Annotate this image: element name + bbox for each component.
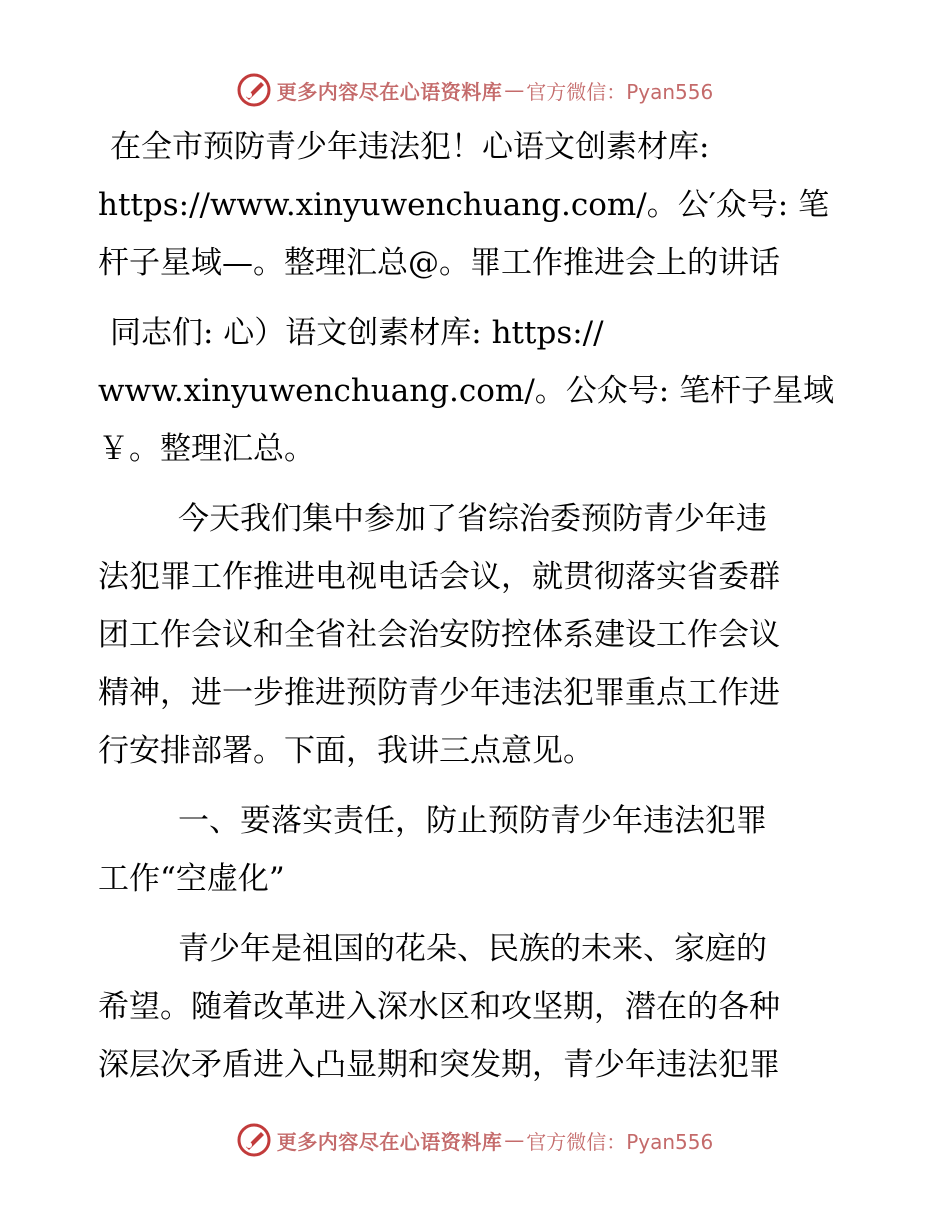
paragraph-line: 团工作会议和全省社会治安防控体系建设工作会议	[98, 617, 780, 653]
banner-dash: —	[504, 1128, 525, 1152]
banner-main-text: 更多内容尽在心语资料库	[276, 79, 503, 104]
greeting-block	[98, 304, 850, 478]
paragraph-line: 深层次矛盾进入凸显期和突发期，青少年违法犯罪	[98, 1047, 780, 1083]
title-line: 杆子星域—。整理汇总@。罪工作推进会上的讲话	[98, 245, 780, 281]
paragraph-line: 精神，进一步推进预防青少年违法犯罪重点工作进	[98, 675, 780, 711]
greeting-line: ￥。整理汇总。	[98, 431, 315, 467]
title-block	[98, 118, 850, 292]
header-banner	[0, 70, 950, 110]
title-line: 在全市预防青少年违法犯！心语文创素材库:	[110, 129, 710, 165]
document-body	[98, 118, 850, 1094]
paragraph-line: 法犯罪工作推进电视电话会议，就贯彻落实省委群	[98, 559, 780, 595]
paragraph-line: 青少年是祖国的花朵、民族的未来、家庭的	[178, 931, 767, 967]
paragraph-line: 希望。随着改革进入深水区和攻坚期，潜在的各种	[98, 989, 780, 1025]
heading-line: 工作“空虚化”	[98, 861, 285, 897]
greeting-line: 同志们: 心）语文创素材库: https://	[110, 315, 604, 351]
banner-dash: —	[504, 78, 525, 102]
logo-icon	[237, 1123, 271, 1157]
logo-icon	[237, 73, 271, 107]
banner-contact: 官方微信：Pyan556	[526, 1129, 714, 1154]
footer-banner	[0, 1120, 950, 1160]
paragraph-line: 行安排部署。下面，我讲三点意见。	[98, 733, 594, 769]
paragraph-1	[98, 490, 850, 780]
paragraph-2	[98, 920, 850, 1094]
greeting-line: www.xinyuwenchuang.com/。公众号: 笔杆子星域	[98, 373, 835, 409]
title-line: https://www.xinyuwenchuang.com/。公′众号: 笔	[98, 187, 830, 223]
banner-main-text: 更多内容尽在心语资料库	[276, 1129, 503, 1154]
heading-line: 一、要落实责任，防止预防青少年违法犯罪	[178, 803, 767, 839]
banner-contact: 官方微信：Pyan556	[526, 79, 714, 104]
paragraph-line: 今天我们集中参加了省综治委预防青少年违	[178, 501, 767, 537]
section-heading-1	[98, 792, 850, 908]
